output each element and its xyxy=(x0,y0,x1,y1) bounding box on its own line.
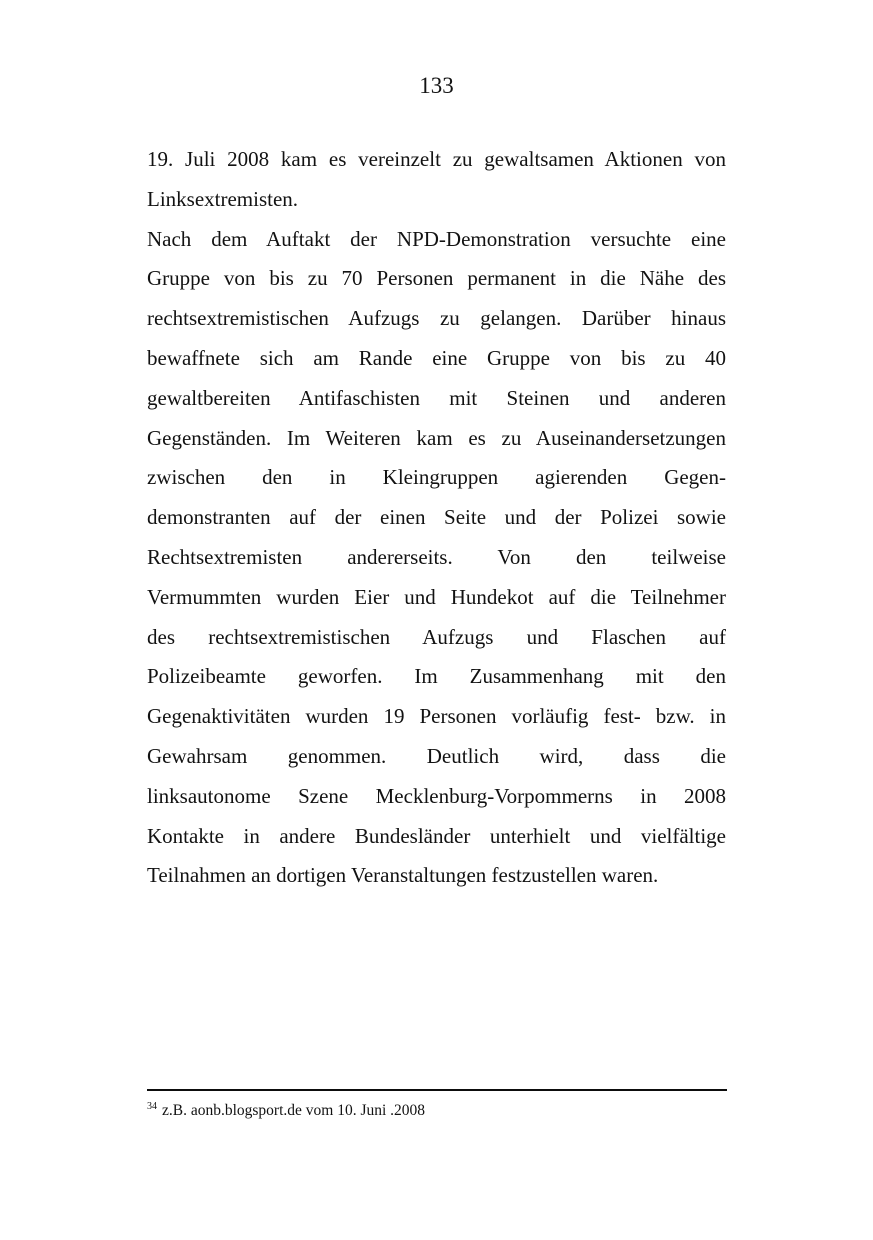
footnote-text: z.B. aonb.blogsport.de vom 10. Juni .2008 xyxy=(162,1102,426,1119)
body-line: des rechtsextremistischen Aufzugs und Flaschen auf xyxy=(147,624,726,649)
body-line: 19. Juli 2008 kam es vereinzelt zu gewaltsamen Aktionen von xyxy=(147,147,726,171)
body-line: Gruppe von bis zu 70 Personen permanent in die Nähe des xyxy=(147,266,726,291)
body-line: bewaffnete sich am Rande eine Gruppe von bis zu 40 xyxy=(147,345,726,370)
footnote xyxy=(147,1100,727,1122)
body-line: Linksextremisten. xyxy=(147,186,299,211)
body-line: demonstranten auf der einen Seite und der Polizei sowie xyxy=(147,505,726,530)
footnote-separator xyxy=(147,1089,727,1091)
body-line: zwischen den in Kleingruppen agierenden Gegen- xyxy=(147,465,726,490)
body-line: Gegenaktivitäten wurden 19 Personen vorläufig fest- bzw. in xyxy=(147,704,726,729)
page-number: 133 xyxy=(419,73,454,98)
body-line: Vermummten wurden Eier und Hundekot auf die Teilnehmer xyxy=(147,584,726,609)
body-line: gewaltbereiten Antifaschisten mit Steinen und anderen xyxy=(147,385,726,410)
body-line: Nach dem Auftakt der NPD-Demonstration versuchte eine xyxy=(147,226,726,251)
footnote-marker: 34 xyxy=(147,1100,157,1112)
body-line: Rechtsextremisten andererseits. Von den teilweise xyxy=(147,544,726,569)
body-line: Kontakte in andere Bundesländer unterhielt und vielfältige xyxy=(147,823,726,848)
body-line: rechtsextremistischen Aufzugs zu gelangen. Darüber hinaus xyxy=(147,306,726,331)
body-line: Gegenständen. Im Weiteren kam es zu Auseinandersetzungen xyxy=(147,425,726,450)
body-line: linksautonome Szene Mecklenburg-Vorpommerns in 2008 xyxy=(147,783,726,808)
body-line: Gewahrsam genommen. Deutlich wird, dass die xyxy=(147,743,726,768)
body-line: Teilnahmen an dortigen Veranstaltungen festzustellen waren. xyxy=(147,863,659,888)
body-text xyxy=(147,140,726,896)
body-line: Polizeibeamte geworfen. Im Zusammenhang mit den xyxy=(147,664,726,689)
